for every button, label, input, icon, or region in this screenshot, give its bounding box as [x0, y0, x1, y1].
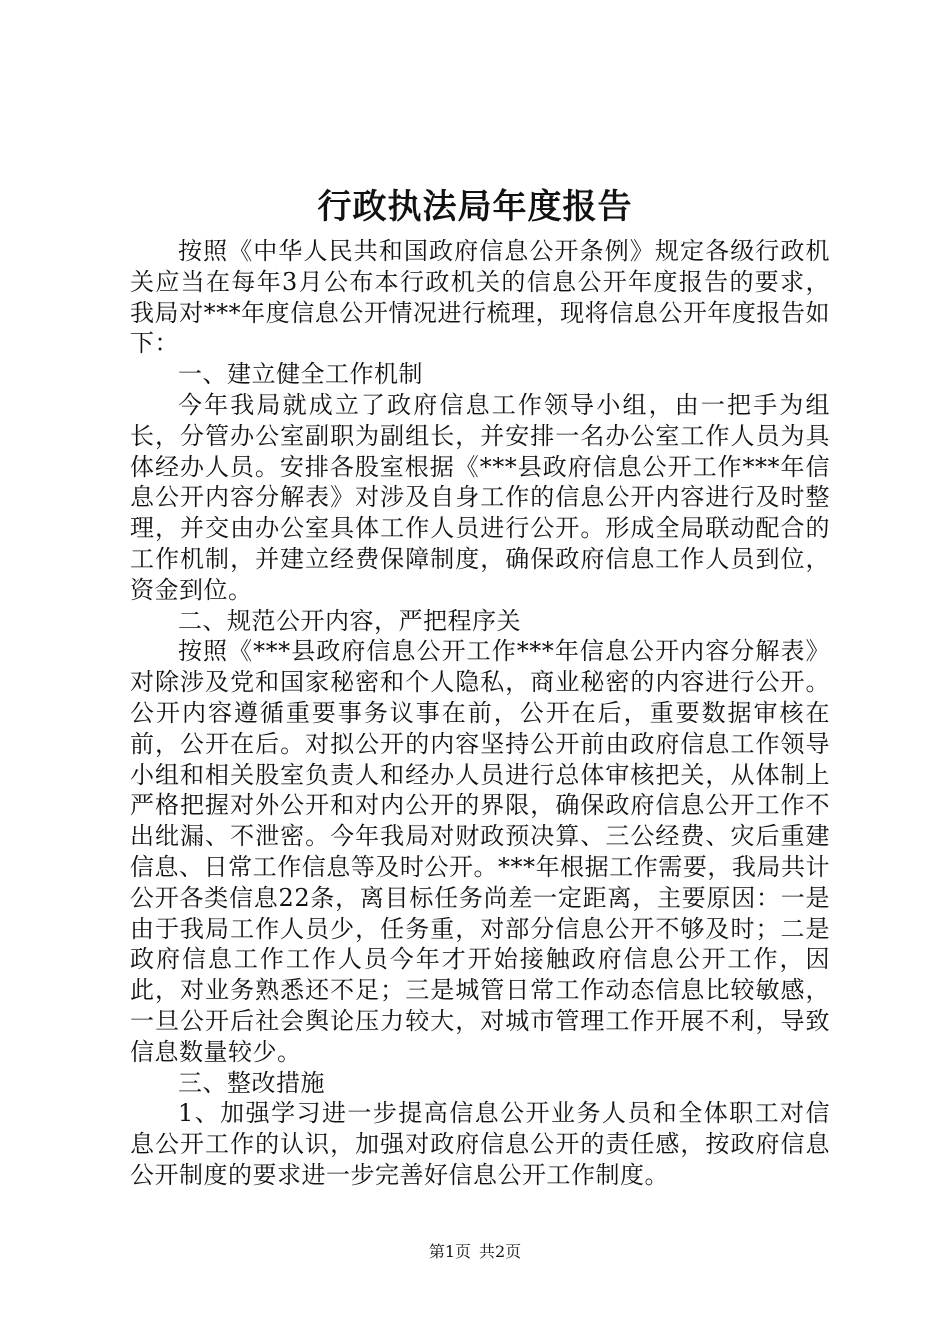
section-heading-1: 一、建立健全工作机制	[178, 360, 423, 389]
section-2-paragraph: 按照《***县政府信息公开工作***年信息公开内容分解表》对除涉及党和国家秘密和个人隐私，商业秘密的内容进行公开。公开内容遵循重要事务议事在前，公开在后，重要数据审核在前，公开在后。对拟公开的内容坚持公开前由政府信息工作领导小组和相关股室负责人和经办人员进行总体审核把关，从体制上严格把握对外公开和对内公开的界限，确保政府信息公开工作不出纰漏、不泄密。今年我局对财政预决算、三公经费、灾后重建信息、日常工作信息等及时公开。***年根据工作需要，我局共计公开各类信息22条，离目标任务尚差一定距离，主要原因：一是由于我局工作人员少，任务重，对部分信息公开不够及时；二是政府信息工作工作人员今年才开始接触政府信息公开工作，因此，对业务熟悉还不足；三是城管日常工作动态信息比较敏感，一旦公开后社会舆论压力较大，对城市管理工作开展不利，导致信息数量较少。	[130, 637, 830, 1066]
section-heading-3: 三、整改措施	[178, 1068, 325, 1097]
page-footer	[0, 1240, 950, 1264]
section-heading-2: 二、规范公开内容，严把程序关	[178, 606, 521, 635]
intro-paragraph: 按照《中华人民共和国政府信息公开条例》规定各级行政机关应当在每年3月公布本行政机关的信息公开年度报告的要求，我局对***年度信息公开情况进行梳理，现将信息公开年度报告如下：	[130, 237, 830, 358]
section-1-paragraph: 今年我局就成立了政府信息工作领导小组，由一把手为组长，分管办公室副职为副组长，并安排一名办公室工作人员为具体经办人员。安排各股室根据《***县政府信息公开工作***年信息公开内容分解表》对涉及自身工作的信息公开内容进行及时整理，并交由办公室具体工作人员进行公开。形成全局联动配合的工作机制，并建立经费保障制度，确保政府信息工作人员到位，资金到位。	[130, 390, 830, 604]
document-body	[130, 236, 830, 1191]
section-3-item-1: 1、加强学习进一步提高信息公开业务人员和全体职工对信息公开工作的认识，加强对政府信息公开的责任感，按政府信息公开制度的要求进一步完善好信息公开工作制度。	[130, 1099, 830, 1189]
document-title: 行政执法局年度报告	[317, 187, 633, 227]
page-number: 第1页	[428, 1242, 471, 1261]
page-total: 共2页	[479, 1242, 522, 1261]
